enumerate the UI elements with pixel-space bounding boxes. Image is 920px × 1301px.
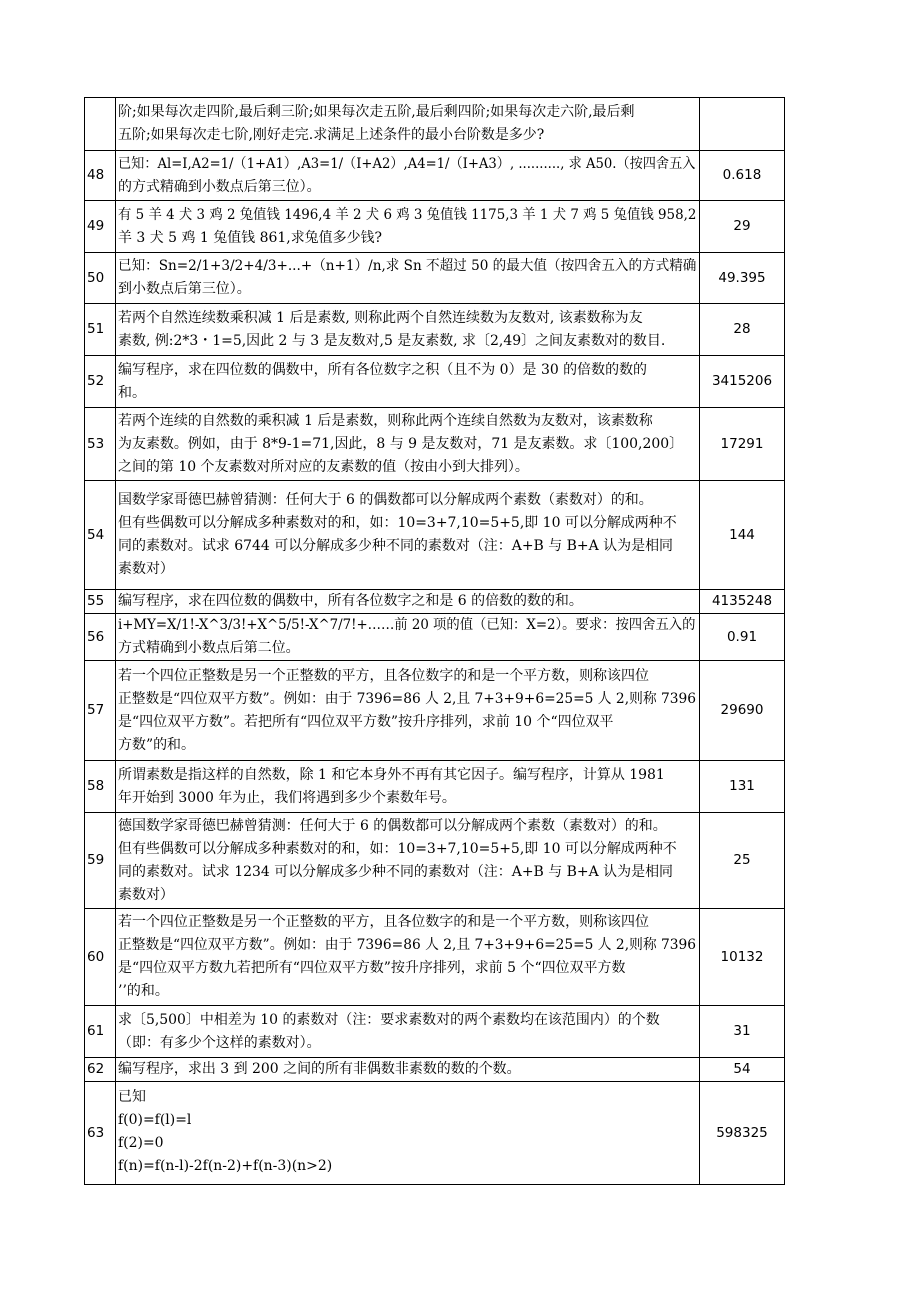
question-line: 同的素数对。试求 6744 可以分解成多少种不同的素数对（注：A+B 与 B+A 认为是相同 [118,538,674,554]
question-line: i+MY=X/1!-X^3/3!+X^5/5!-X^7/7!+……前 20 项的值（已知：X=2）。要求：按四舍五入的 [118,617,696,633]
question-number: 48 [85,151,116,201]
question-number: 55 [85,590,116,614]
answer-value: 54 [700,1058,785,1082]
question-line: 为友素数。例如，由于 8*9-1=71,因此，8 与 9 是友数对，71 是友素数。求〔100,200〕 [118,435,684,452]
question-number: 53 [85,408,116,481]
question-line: 是“四位双平方数”。若把所有“四位双平方数”按升序排列，求前 10 个“四位双平 [118,713,614,730]
question-table [84,97,785,1185]
question-line: 若一个四位正整数是另一个正整数的平方，且各位数字的和是一个平方数，则称该四位 [118,914,649,930]
answer-value: 29690 [700,661,785,761]
question-text [116,408,700,481]
question-line: 方式精确到小数点后第二位。 [118,640,300,656]
question-number: 51 [85,304,116,356]
question-line: 正整数是“四位双平方数”。例如：由于 7396=86 人 2,且 7+3+9+6=25=5 人 2,则称 7396 [118,937,697,953]
question-line: 方数”的和。 [118,736,196,753]
question-line: 素数, 例:2*3・1=5,因此 2 与 3 是友数对,5 是友素数, 求〔2,49〕之间友素数对的数目. [118,332,666,349]
answer-value: 0.618 [700,151,785,201]
question-number: 61 [85,1006,116,1058]
table-row [85,590,785,614]
question-line: 已知：Al=I,A2=1/（1+A1）,A3=1/（I+A2）,A4=1/（I+A3）, .........., 求 A50.（按四舍五入 [118,155,696,172]
question-text [116,356,700,408]
question-line: f(0)=f(l)=l [118,1112,192,1128]
table-row [85,481,785,590]
question-number: 57 [85,661,116,761]
question-line: 正整数是“四位双平方数”。例如：由于 7396=86 人 2,且 7+3+9+6=25=5 人 2,则称 7396 [118,690,697,707]
question-text [116,253,700,304]
question-line: f(n)=f(n-l)-2f(n-2)+f(n-3)(n>2) [118,1158,333,1174]
question-line: 编写程序，求在四位数的偶数中，所有各位数字之积（且不为 0）是 30 的倍数的数的 [118,361,648,378]
question-text [116,304,700,356]
question-line: （即：有多少个这样的素数对）。 [118,1034,321,1051]
question-line: 编写程序，求出 3 到 200 之间的所有非偶数非素数的数的个数。 [118,1061,521,1077]
table-row [85,98,785,151]
question-number: 62 [85,1058,116,1082]
answer-value: 144 [700,481,785,590]
question-line: ’’的和。 [118,983,169,999]
question-text [116,1058,700,1082]
question-line: 但有些偶数可以分解成多种素数对的和，如：10=3+7,10=5+5,即 10 可以分解成两种不 [118,840,677,857]
question-number: 50 [85,253,116,304]
question-line: 和。 [118,384,146,401]
answer-value: 598325 [700,1082,785,1185]
table-row [85,151,785,201]
table-row [85,253,785,304]
table-row [85,1058,785,1082]
question-line: 素数对） [118,561,174,577]
answer-value: 131 [700,761,785,813]
answer-value: 25 [700,813,785,909]
answer-value: 29 [700,201,785,253]
table-row [85,1082,785,1185]
question-line: 若一个四位正整数是另一个正整数的平方，且各位数字的和是一个平方数，则称该四位 [118,667,649,684]
question-number: 54 [85,481,116,590]
table-row [85,408,785,481]
table-row [85,614,785,661]
question-line: 编写程序，求在四位数的偶数中，所有各位数字之和是 6 的倍数的数的和。 [118,593,583,609]
answer-value: 17291 [700,408,785,481]
question-line: 但有些偶数可以分解成多种素数对的和，如：10=3+7,10=5+5,即 10 可以分解成两种不 [118,515,677,531]
table-row [85,813,785,909]
table-row [85,304,785,356]
question-line: 若两个自然连续数乘积减 1 后是素数, 则称此两个自然连续数为友数对, 该素数称为友 [118,309,643,326]
question-line: 已知：Sn=2/1+3/2+4/3+...+（n+1）/n,求 Sn 不超过 50 的最大值（按四舍五入的方式精确 [118,258,697,274]
answer-value: 31 [700,1006,785,1058]
question-table-body [85,98,785,1185]
question-line: 已知 [118,1089,146,1105]
question-line: 阶;如果每次走四阶,最后剩三阶;如果每次走五阶,最后剩四阶;如果每次走六阶,最后剩 [118,104,635,120]
question-line: 到小数点后第三位）。 [118,281,251,297]
answer-value: 0.91 [700,614,785,661]
question-line: 五阶;如果每次走七阶,刚好走完.求满足上述条件的最小台阶数是多少? [118,127,545,143]
question-line: 同的素数对。试求 1234 可以分解成多少种不同的素数对（注：A+B 与 B+A 认为是相同 [118,863,674,880]
question-text [116,761,700,813]
table-row [85,909,785,1006]
question-line: 羊 3 犬 5 鸡 1 兔值钱 861,求兔值多少钱? [118,229,383,246]
question-text [116,98,700,151]
question-line: 所谓素数是指这样的自然数，除 1 和它本身外不再有其它因子。编写程序，计算从 1981 [118,766,665,783]
question-number: 63 [85,1082,116,1185]
answer-value: 10132 [700,909,785,1006]
question-line: 国数学家哥德巴赫曾猜测：任何大于 6 的偶数都可以分解成两个素数（素数对）的和。 [118,492,653,508]
question-number: 52 [85,356,116,408]
question-line: 德国数学家哥德巴赫曾猜测：任何大于 6 的偶数都可以分解成两个素数（素数对）的和。 [118,817,667,834]
answer-value: 28 [700,304,785,356]
table-row [85,761,785,813]
question-text [116,909,700,1006]
question-text [116,813,700,909]
question-line: 若两个连续的自然数的乘积减 1 后是素数，则称此两个连续自然数为友数对，该素数称 [118,412,653,429]
question-text [116,201,700,253]
question-text [116,481,700,590]
question-line: 是“四位双平方数九若把所有“四位双平方数”按升序排列，求前 5 个“四位双平方数 [118,960,626,976]
question-text [116,661,700,761]
answer-value: 49.395 [700,253,785,304]
question-number: 58 [85,761,116,813]
question-line: f(2)=0 [118,1135,164,1151]
question-text [116,614,700,661]
question-text [116,590,700,614]
question-number: 49 [85,201,116,253]
table-row [85,1006,785,1058]
question-text [116,151,700,201]
question-number: 56 [85,614,116,661]
question-line: 年开始到 3000 年为止，我们将遇到多少个素数年号。 [118,789,456,806]
question-line: 求〔5,500〕中相差为 10 的素数对（注：要求素数对的两个素数均在该范围内）的个数 [118,1011,660,1028]
question-number: 60 [85,909,116,1006]
table-row [85,356,785,408]
question-number [85,98,116,151]
table-row [85,201,785,253]
question-text [116,1006,700,1058]
answer-value [700,98,785,151]
question-number: 59 [85,813,116,909]
question-line: 之间的第 10 个友素数对所对应的友素数的值（按由小到大排列）。 [118,458,529,475]
question-text [116,1082,700,1185]
question-line: 的方式精确到小数点后第三位）。 [118,178,321,195]
question-line: 有 5 羊 4 犬 3 鸡 2 兔值钱 1496,4 羊 2 犬 6 鸡 3 兔值钱 1175,3 羊 1 犬 7 鸡 5 兔值钱 958,2 [118,206,697,223]
answer-value: 4135248 [700,590,785,614]
answer-value: 3415206 [700,356,785,408]
table-row [85,661,785,761]
question-line: 素数对） [118,886,174,903]
